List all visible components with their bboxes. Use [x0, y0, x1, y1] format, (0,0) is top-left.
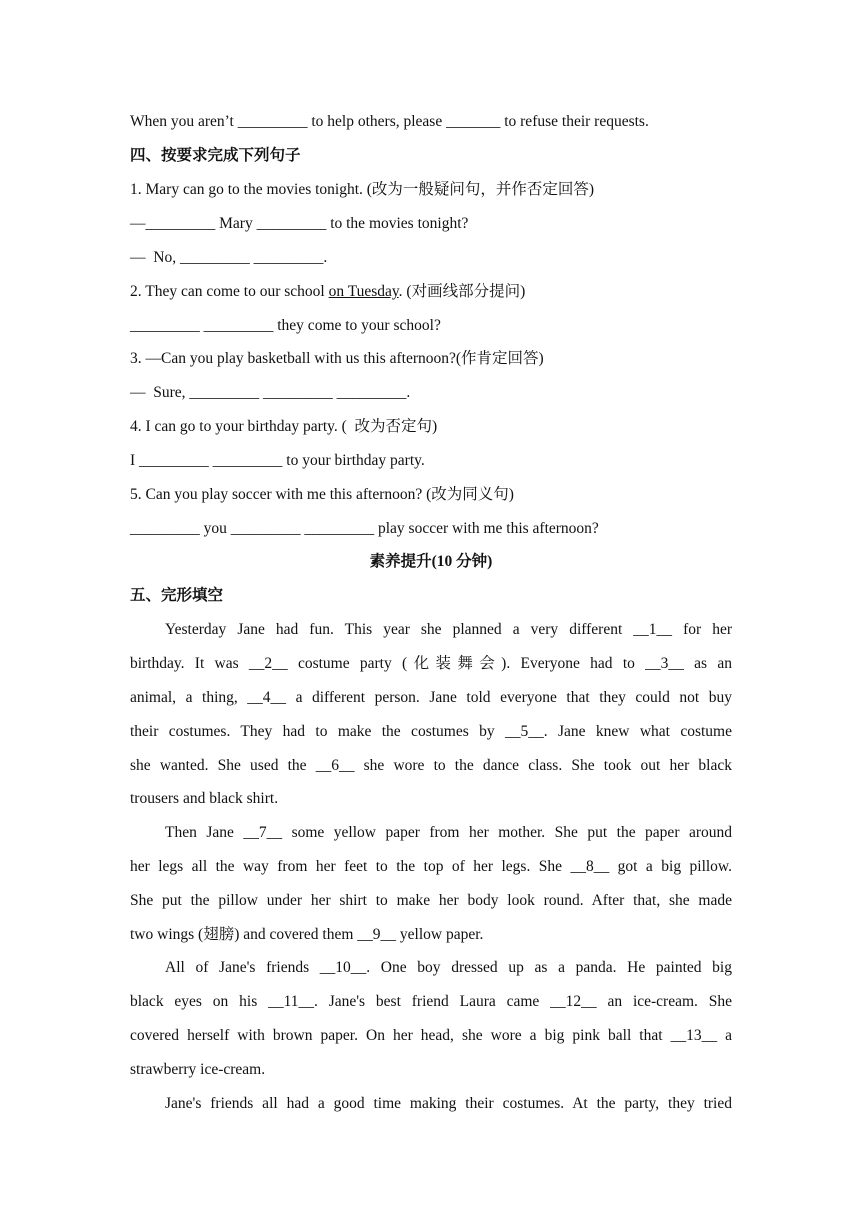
- section-subtitle: 素养提升(10 分钟): [369, 553, 493, 570]
- paragraph-line: Jane's friends all had a good time making their costumes. At the party, they tried: [165, 1095, 732, 1112]
- exercise-line: When you aren’t _________ to help others, please _______ to refuse their requests.: [130, 113, 649, 130]
- paragraph-line: birthday. It was __2__ costume party (化装舞会). Everyone had to __3__ as an: [130, 655, 732, 672]
- question-5: 5. Can you play soccer with me this afternoon? (改为同义句): [130, 486, 514, 503]
- paragraph-line: two wings (翅膀) and covered them __9__ yellow paper.: [130, 926, 484, 943]
- question-text: 2. They can come to our school: [130, 283, 329, 300]
- paragraph-line: Yesterday Jane had fun. This year she planned a very different __1__ for her: [165, 621, 732, 638]
- question-text: . (对画线部分提问): [398, 283, 526, 300]
- question-3: 3. —Can you play basketball with us this afternoon?(作肯定回答): [130, 350, 544, 367]
- paragraph-line: animal, a thing, __4__ a different person. Jane told everyone that they could not buy: [130, 689, 732, 706]
- paragraph-line: their costumes. They had to make the costumes by __5__. Jane knew what costume: [130, 723, 732, 740]
- section-heading: 四、按要求完成下列句子: [130, 147, 301, 164]
- paragraph-line: she wanted. She used the __6__ she wore to the dance class. She took out her black: [130, 757, 732, 774]
- answer-line: — No, _________ _________.: [130, 249, 328, 266]
- answer-line: —_________ Mary _________ to the movies tonight?: [130, 215, 469, 232]
- answer-line: — Sure, _________ _________ _________.: [130, 384, 411, 401]
- paragraph-line: trousers and black shirt.: [130, 790, 279, 807]
- answer-line: _________ _________ they come to your school?: [130, 317, 441, 334]
- question-2: [130, 282, 732, 302]
- answer-line: I _________ _________ to your birthday party.: [130, 452, 425, 469]
- paragraph-line: black eyes on his __11__. Jane's best friend Laura came __12__ an ice-cream. She: [130, 993, 732, 1010]
- paragraph-line: covered herself with brown paper. On her head, she wore a big pink ball that __13__ a: [130, 1027, 732, 1044]
- answer-line: _________ you _________ _________ play soccer with me this afternoon?: [130, 520, 599, 537]
- question-1: 1. Mary can go to the movies tonight. (改为一般疑问句，并作否定回答): [130, 181, 595, 198]
- paragraph-line: She put the pillow under her shirt to make her body look round. After that, she made: [130, 892, 732, 909]
- paragraph-line: All of Jane's friends __10__. One boy dressed up as a panda. He painted big: [165, 959, 732, 976]
- section-heading: 五、完形填空: [130, 587, 224, 604]
- paragraph-line: Then Jane __7__ some yellow paper from her mother. She put the paper around: [165, 824, 732, 841]
- paragraph-line: strawberry ice-cream.: [130, 1061, 266, 1078]
- paragraph-line: her legs all the way from her feet to the top of her legs. She __8__ got a big pillow.: [130, 858, 732, 875]
- question-4: 4. I can go to your birthday party. ( 改为否定句): [130, 418, 438, 435]
- underlined-phrase: on Tuesday: [328, 283, 399, 300]
